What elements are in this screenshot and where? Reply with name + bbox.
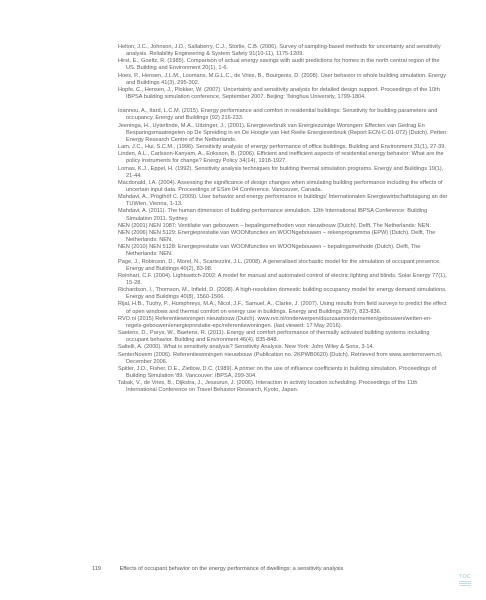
section-gap xyxy=(118,101,448,108)
reference-entry: NEN (2010) NEN 5128: Energieprestatie van WOONfuncties en WOONgebouwen – bepalingsmethode (Dutch). Delft, The Netherlands: NEN. xyxy=(118,244,421,258)
reference-entry: NEN (2006) NEN 5129: Energieprestatie van WOONfuncties en WOONgebouwen – rekenprogramma (EPW) (Dutch). Delft, The Netherlands: NEN. xyxy=(118,229,436,244)
reference-entry: Macdonald, I.A. (2004). Assessing the significance of design changes when simulating building performance including the effects of uncertain input data. Proceedings of ESim 04 Conference. Vancouver, Canada. xyxy=(118,179,443,193)
reference-entry: Saelens, D., Parys, W., Baetens, R. (2011). Energy and comfort performance of thermally activated building systems including occupant behavior. Building and Environment 46(4), 835-848. xyxy=(118,330,430,344)
reference-entry: Mahdavi, A., Pröglhöf C. (2009). User behavior and energy performance in buildings' Internationalen Energiewirtschaftstagung an der TUWien, Vienna, 1-13. xyxy=(118,194,448,208)
reference-entry: Tabak, V., de Vries, B., Dijkstra, J., Jessurun, J. (2006). Interaction in activity location scheduling. Proceedings of the 11th International Conference on Travel Behavior Research, Kyoto, Japan. xyxy=(118,380,418,394)
reference-entry: NEN (2001) NEN 1087: Ventilatie van gebouwen – bepalingsmethoden voor nieuwbouw (Dutch). Delft, The Netherlands: NEN. xyxy=(118,222,432,229)
reference-entry: Hoes, P., Hensen, J.L.M., Loomans, M.G.L.C., de Vries, B., Bourgeois, D. (2008). User behavior in whole building simulation. Energy and Buildings 41(3), 295-302. xyxy=(118,72,447,86)
toc-lines-icon xyxy=(459,581,471,586)
reference-entry: Saltelli, A. (2000). What is sensitivity analysis? Sensitivity Analysis. New York: John Wiley & Sons, 3-14. xyxy=(118,344,375,351)
reference-list xyxy=(118,44,448,395)
reference-entry: Lam, J.C., Hui, S.C.M., (1996). Sensitivity analysis of energy performance of office buildings. Building and Environment 31(1), 27-39. xyxy=(118,144,446,151)
running-title: Effects of occupant behavior on the energy performance of dwellings: a sensitivity analysis xyxy=(119,566,344,572)
reference-entry: Hirst, E., Goeltz, R. (1985). Comparison of actual energy savings with audit predictions for homes in the north central region of the US. Building and Environment 20(1), 1-6. xyxy=(118,58,440,72)
reference-entry: Ioannou, A., Itard, L.C.M. (2015). Energy performance and comfort in residential buildings: Sensitivity for building parameters and occupancy. Energy and Buildings (92) 216-233. xyxy=(118,108,438,122)
reference-entry: Spitler, J.D., Fisher, D.E., Zietlow, D.C. (1989). A primer on the use of influence coefficients in building simulation. Proceedings of Building Simulation '89. Vancouver: IBPSA, 299-304. xyxy=(118,365,437,380)
reference-entry: Lomas, K.J., Eppel, H. (1992). Sensitivity analysis techniques for building thermal simulation programs. Energy and Buildings 19(1), 21-44. xyxy=(118,165,444,179)
reference-entry: Helton, J.C., Johnson, J.D., Sallaberry, C.J., Storlie, C.B. (2006). Survey of sampling-based methods for uncertainty and sensitivity analysis. Reliability Engineering & System Safety 91(10-11), 1175-1209. xyxy=(118,44,441,58)
reference-entry: RVO.nl (2015) Referentiewoningen nieuwbouw (Dutch). www.rvo.nl/onderwerpen/duurzaamondernemen/gebouwen/wetten-en-regels-gebouwen/energieprestatie-epc/referentiewoningen. (last viewed: 17 May 2016). xyxy=(118,315,432,329)
reference-entry: Hopfe, C., Hensen, J., Plokker, W. (2007). Uncertainty and sensitivity analysis for detailed design support. Proceedings of the 10th IBPSA building simulation conference, September 2007. Beijing: Tsinghua University, 1799-1804. xyxy=(118,86,440,101)
reference-entry: Jeeninga, H., Uyterlinde, M.A., Uitzinger, J., (2001). Energieverbruik van Energiezuinige Woningen: Effecten van Gedrag En Besparingsmaatregelen op De Spreiding in en De Hoogte van Het Reële Energieverbruik (Report ECN-C-01-072) (Dutch). Petten: Energy Research Centre of the Netherlands. xyxy=(118,122,448,143)
toc-label: TOC xyxy=(458,574,472,580)
reference-entry: Mahdavi, A. (2011). The human dimension of building performance simulation. 12th International IBPSA Conference: Building Simulation 2011. Sydney. xyxy=(118,208,428,222)
toc-link[interactable] xyxy=(455,574,475,586)
reference-entry: Linden, A.L., Carlsson-Kanyam, A., Eriksson, B. (2006). Efficient and inefficient aspects of residential energy behavior: What are the policy instruments for change? Energy Policy 34(14), 1918-1927. xyxy=(118,151,444,165)
reference-entry: SenterNovem (2006). Referentiewoningen nieuwbouw (Publication no. 2KPWB0620) (Dutch). Retrieved from www.senternovem.nl, December 2006. xyxy=(118,351,443,365)
reference-entry: Rijal, H.B., Tuohy, P., Humphreys, M.A., Nicol, J.F., Samuel, A., Clarke, J. (2007). Using results from field surveys to predict the effect of open windows and thermal comfort on energy use in buildings. Energy and Buildings 39(7), 823-836. xyxy=(118,301,447,315)
reference-entry: Reinhart, C.F. (2004). Lightswitch-2002: A model for manual and automated control of electric lighting and blinds. Solar Energy 77(1), 15-28. xyxy=(118,272,447,286)
reference-entry: Page, J., Robinson, D., Morel, N., Scartezzini, J.L. (2008). A generalised stochastic model for the simulation of occupant presence. Energy and Buildings 40(2), 83-98. xyxy=(118,258,441,272)
page-number: 119 xyxy=(92,566,101,572)
page-footer xyxy=(92,566,442,572)
reference-entry: Richardson, I., Thomson, M., Infield, D. (2008). A high-resolution domestic building occupancy model for energy demand simulations. Energy and Buildings 40(8), 1560-1566. xyxy=(118,287,447,301)
